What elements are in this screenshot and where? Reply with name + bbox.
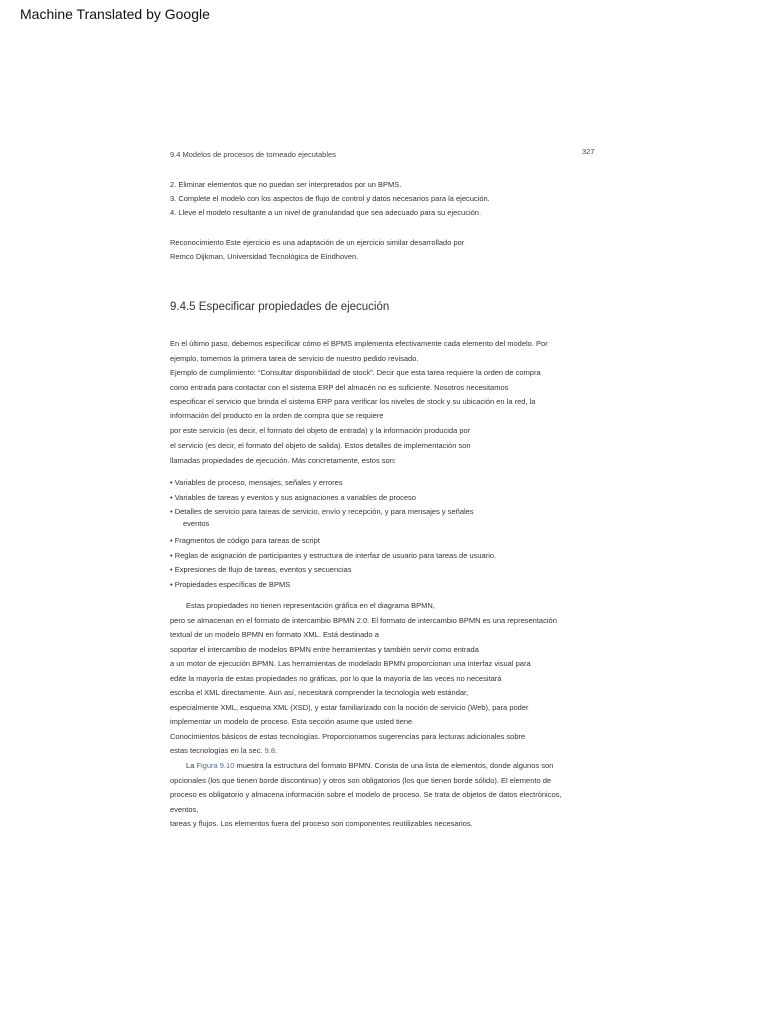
- paragraph-line: tareas y flujos. Los elementos fuera del proceso son componentes reutilizables necesarios.: [170, 819, 473, 828]
- paragraph-line: proceso es obligatorio y almacena información sobre el modelo de proceso. Se trata de objetos de datos electrónicos,: [170, 790, 562, 799]
- paragraph-text: estas tecnologías en la sec.: [170, 746, 265, 755]
- acknowledgement-line: Remco Dijkman, Universidad Tecnológica de Eindhoven.: [170, 252, 359, 261]
- step-item: 4. Lleve el modelo resultante a un nivel de granularidad que sea adecuado para su ejecución.: [170, 208, 482, 217]
- paragraph-line: soportar el intercambio de modelos BPMN entre herramientas y también servir como entrada: [170, 645, 479, 654]
- paragraph-text: .: [275, 746, 278, 755]
- paragraph-line: edite la mayoría de estas propiedades no gráficas, por lo que la mayoría de las veces no necesitará: [170, 674, 502, 683]
- bullet-item: • Variables de proceso, mensajes, señales y errores: [170, 478, 343, 487]
- paragraph-line: información del producto en la orden de compra que se requiere: [170, 411, 384, 420]
- bullet-item: • Fragmentos de código para tareas de script: [170, 536, 320, 545]
- step-item: 3. Complete el modelo con los aspectos de flujo de control y datos necesarios para la ejecución.: [170, 194, 490, 203]
- running-head: 9.4 Modelos de procesos de torneado ejecutables: [170, 150, 336, 159]
- bullet-item: • Detalles de servicio para tareas de servicio, envío y recepción, y para mensajes y señales: [170, 507, 474, 516]
- paragraph-text: muestra la estructura del formato BPMN. Consta de una lista de elementos, donde algunos son: [234, 761, 554, 770]
- paragraph-line: En el último paso, debemos especificar cómo el BPMS implementa efectivamente cada elemento del modelo. Por: [170, 339, 548, 348]
- machine-translation-banner: Machine Translated by Google: [20, 6, 210, 22]
- acknowledgement-line: Reconocimiento Este ejercicio es una adaptación de un ejercicio similar desarrollado por: [170, 238, 465, 247]
- paragraph-line: especificar el servicio que brinda el sistema ERP para verificar los niveles de stock y su ubicación en la red, la: [170, 397, 536, 406]
- paragraph-line: Ejemplo de cumplimiento: “Consultar disponibilidad de stock”. Decir que esta tarea requiere la orden de compra: [170, 368, 541, 377]
- paragraph-line: escriba el XML directamente. Aun así, necesitará comprender la tecnología web estándar,: [170, 688, 469, 697]
- paragraph-line: [170, 746, 277, 755]
- paragraph-line: llamadas propiedades de ejecución. Más concretamente, estos son:: [170, 456, 396, 465]
- paragraph-line: especialmente XML, esquema XML (XSD), y estar familiarizado con la noción de servicio (Web), para poder: [170, 703, 529, 712]
- paragraph-line: opcionales (los que tienen borde discontinuo) y otros son obligatorios (los que tienen borde sólido). El elemento de: [170, 776, 552, 785]
- paragraph-line: ejemplo, tomemos la primera tarea de servicio de nuestro pedido revisado.: [170, 354, 419, 363]
- bullet-continuation: eventos: [183, 519, 210, 528]
- paragraph-line: [186, 761, 553, 770]
- bullet-item: • Reglas de asignación de participantes y estructura de interfaz de usuario para tareas de usuario.: [170, 551, 497, 560]
- step-item: 2. Eliminar elementos que no puedan ser interpretados por un BPMS.: [170, 180, 402, 189]
- paragraph-line: Conocimientos básicos de estas tecnologías. Proporcionamos sugerencias para lecturas adicionales sobre: [170, 732, 526, 741]
- paragraph-line: por este servicio (es decir, el formato del objeto de entrada) y la información producida por: [170, 426, 471, 435]
- paragraph-line: el servicio (es decir, el formato del objeto de salida). Estos detalles de implementación son: [170, 441, 471, 450]
- section-reference-link[interactable]: 9.8: [264, 746, 276, 755]
- bullet-item: • Expresiones de flujo de tareas, eventos y secuencias: [170, 565, 352, 574]
- section-heading: 9.4.5 Especificar propiedades de ejecución: [170, 301, 390, 313]
- paragraph-line: textual de un modelo BPMN en formato XML. Está destinado a: [170, 630, 379, 639]
- paragraph-line: a un motor de ejecución BPMN. Las herramientas de modelado BPMN proporcionan una interfaz visual para: [170, 659, 531, 668]
- bullet-item: • Propiedades específicas de BPMS: [170, 580, 291, 589]
- paragraph-text: La: [186, 761, 197, 770]
- bullet-item: • Variables de tareas y eventos y sus asignaciones a variables de proceso: [170, 493, 416, 502]
- paragraph-line: pero se almacenan en el formato de intercambio BPMN 2.0. El formato de intercambio BPMN es una representación: [170, 616, 557, 625]
- paragraph-line: Estas propiedades no tienen representación gráfica en el diagrama BPMN,: [186, 601, 435, 610]
- paragraph-line: implementar un modelo de proceso. Esta sección asume que usted tiene: [170, 717, 413, 726]
- paragraph-line: como entrada para contactar con el sistema ERP del almacén no es suficiente. Nosotros necesitamos: [170, 383, 509, 392]
- page-number: 327: [582, 147, 595, 156]
- figure-reference-link[interactable]: Figura 9.10: [196, 761, 235, 770]
- paragraph-line: eventos,: [170, 805, 199, 814]
